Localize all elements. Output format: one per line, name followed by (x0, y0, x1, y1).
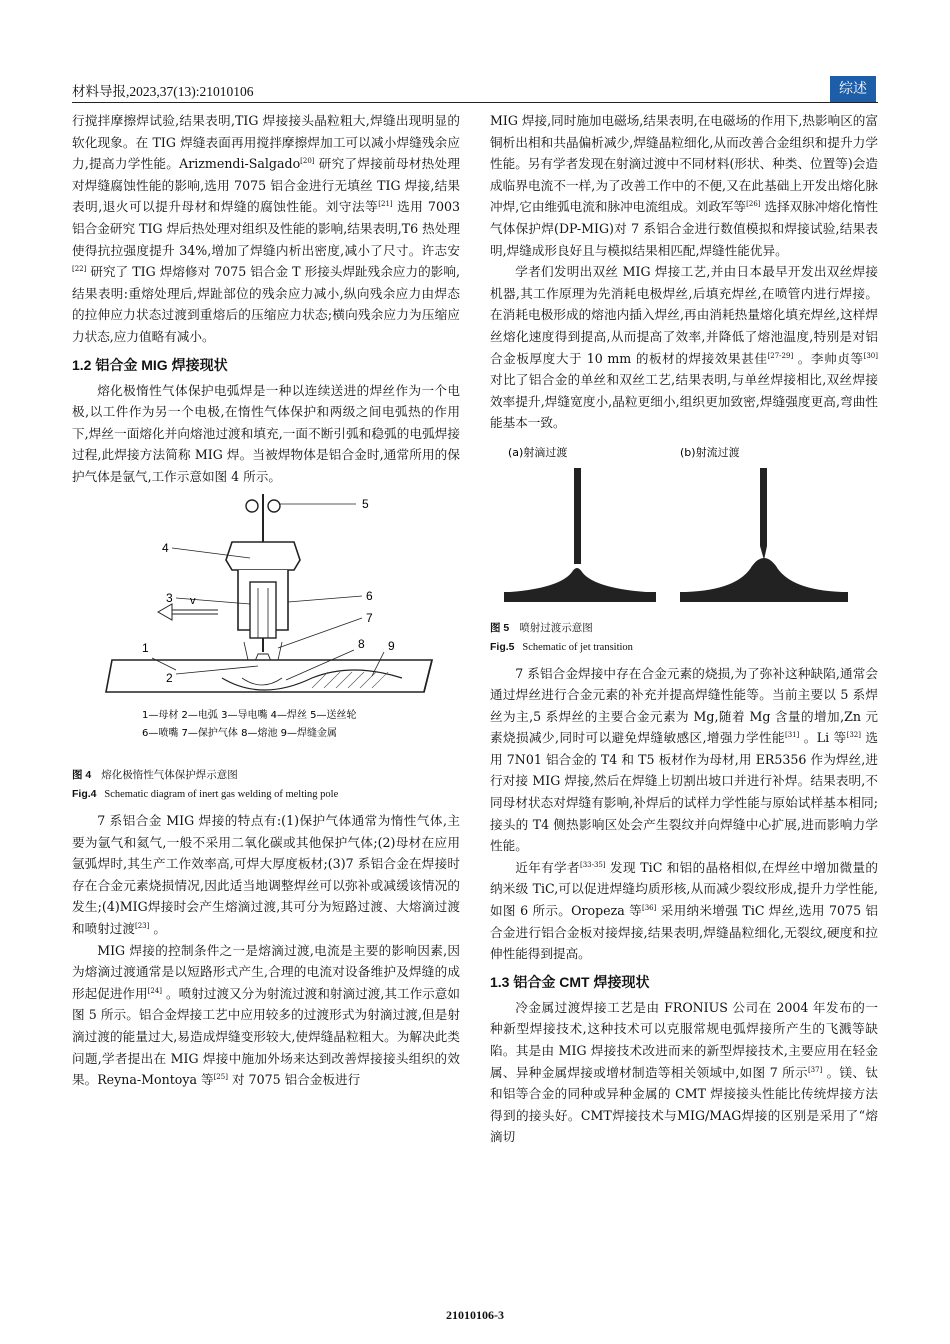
citation[interactable]: [25] (213, 1073, 228, 1082)
jet-transition-diagram (490, 442, 878, 604)
label-1: 1 (142, 640, 149, 655)
paragraph: 7 系铝合金焊接中存在合金元素的烧损,为了弥补这种缺陷,通常会通过焊丝进行合金元素的补充并提高焊缝性能等。当前主要以 5 系焊丝为主,5 系焊丝的主要合金元素为 Mg,随着 Mg 含量的增加,Zn 元素烧损减少,同时可以避免焊缝敏感区,增强力学性能[31] 。Li 等[32] 选用 7N01 铝合金的 T4 和 T5 板材作为母材,用 ER5356 作为焊丝,进行对接 MIG 焊接,然后在焊缝上切割出坡口并进行补焊。结果表明,不同母材状态对焊缝有影响,补焊后的试样力学性能与原始试样基本相同;接头的 T4 侧热影响区处会产生裂纹并向焊缝中心扩展,进而影响力学性能。 (490, 665, 878, 854)
fig5-label-b: (b)射流过渡 (680, 445, 740, 459)
section-heading-1-2: 1.2 铝合金 MIG 焊接现状 (72, 356, 228, 373)
label-3: 3 (166, 590, 173, 605)
label-7: 7 (366, 610, 373, 625)
paragraph: 7 系铝合金 MIG 焊接的特点有:(1)保护气体通常为惰性气体,主要为氩气和氦气,一般不采用二氧化碳或其他保护气体;(2)母材在应用氩弧焊时,其生产工作效率高,可焊大厚度板材;(3)7 系铝合金在焊接时存在合金元素烧损情况,因此适当地调整焊丝可以弥补或减缓该情况的发生;(4)MIG焊接时会产生熔滴过渡,其可分为短路过渡、大熔滴过渡和喷射过渡[23] 。 (72, 813, 460, 937)
label-9: 9 (388, 638, 395, 653)
section-heading-1-3: 1.3 铝合金 CMT 焊接现状 (490, 973, 650, 990)
citation[interactable]: [21] (378, 200, 393, 209)
legend-line-1: 1—母材 2—电弧 3—导电嘴 4—焊丝 5—送丝轮 (142, 709, 357, 721)
citation[interactable]: [23] (134, 921, 150, 930)
citation[interactable]: [31] (784, 731, 800, 740)
legend-line-2: 6—喷嘴 7—保护气体 8—熔池 9—焊缝金属 (142, 727, 337, 739)
header-rule (72, 102, 878, 103)
paragraph: 近年有学者[33-35] 发现 TiC 和铝的晶格相似,在焊丝中增加微量的纳米级 TiC,可以促进焊缝均质形核,从而减少裂纹形成,提升力学性能,如图 6 所示。Oropeza 等[36] 采用纳米增强 TiC 焊丝,选用 7075 铝合金进行铝合金板对接焊接,结果表明,焊缝晶粒细化,无裂纹,硬度和拉伸性能得到提高。 (490, 859, 879, 962)
label-4: 4 (162, 540, 169, 555)
citation[interactable]: [24] (147, 986, 163, 995)
section-badge: 综述 (830, 76, 876, 102)
citation[interactable]: [20] (300, 157, 315, 165)
citation[interactable]: [33-35] (579, 860, 606, 869)
page-number: 21010106-3 (446, 1308, 504, 1322)
citation[interactable]: [26] (746, 200, 761, 209)
label-5: 5 (362, 496, 369, 511)
citation[interactable]: [36] (641, 903, 657, 912)
label-6: 6 (366, 588, 373, 603)
mig-welding-diagram (72, 492, 460, 754)
label-2: 2 (166, 670, 173, 685)
journal-header: 材料导报,2023,37(13):21010106 (72, 84, 254, 99)
fig4-caption-en: Fig.4 Schematic diagram of inert gas welding of melting pole (72, 788, 339, 801)
label-8: 8 (358, 636, 365, 651)
paragraph: 熔化极惰性气体保护电弧焊是一种以连续送进的焊丝作为一个电极,以工件作为另一个电极,在惰性气体保护和两级之间电弧热的作用下,焊丝一面熔化并向熔池过渡和填充,一面不断引弧和稳弧的电弧焊接过程,此焊接方法简称 MIG 焊。当被焊物体是铝合金时,通常所用的保护气体是氩气,工作示意如图 4 所示。 (72, 382, 460, 484)
paragraph: 行搅拌摩擦焊试验,结果表明,TIG 焊接接头晶粒粗大,焊缝出现明显的软化现象。在 TIG 焊缝表面再用搅拌摩擦焊加工可以减小焊缝残余应力,提高力学性能。Arizmendi-Salgado[20] 研究了焊接前母材热处理对焊缝腐蚀性能的影响,选用 7075 铝合金进行无填丝 TIG 焊接,结果表明,退火可以提升母材和焊缝的腐蚀性能。刘守法等[21] 选用 7003 铝合金研究 TIG 焊后热处理对组织及性能的影响,结果表明,T6 热处理使得抗拉强度提升 34%,增加了焊缝内析出密度,减小了尺寸。许志安[22] 研究了 TIG 焊熔修对 7075 铝合金 T 形接头焊趾残余应力的影响,结果表明:重熔处理后,焊趾部位的残余应力减小,纵向残余应力由焊态的拉伸应力状态过渡到重熔后的压缩应力状态;横向残余应力为压缩应力状态,应力值略有减小。 (72, 113, 460, 344)
fig5-label-a: (a)射滴过渡 (508, 445, 568, 459)
fig4-caption-cn: 图 4 熔化极惰性气体保护焊示意图 (72, 769, 238, 782)
citation[interactable]: [32] (846, 731, 861, 740)
right-column (490, 110, 878, 1148)
fig5-caption-en: Fig.5 Schematic of jet transition (490, 640, 633, 653)
paragraph: 冷金属过渡焊接工艺是由 FRONIUS 公司在 2004 年发布的一种新型焊接技术,这种技术可以克服常规电弧焊接所产生的飞溅等缺陷。其是由 MIG 焊接技术改进而来的新型焊接技术,主要应用在轻金属、异种金属焊接或增材制造等相关领域中,如图 7 所示[37] 。镁、钛和铝等合金的同种或异种金属的 CMT 焊接接头性能比传统焊接方法得到的接头好。CMT焊接技术与MIG/MAG焊接的区别是采用了“熔滴切 (490, 999, 878, 1145)
citation[interactable]: [27-29] (767, 351, 794, 360)
fig5-caption-cn: 图 5 喷射过渡示意图 (490, 621, 593, 634)
citation[interactable]: [30] (863, 351, 878, 360)
citation[interactable]: [22] (72, 264, 87, 273)
left-column (72, 110, 460, 1091)
label-v: v (190, 594, 196, 607)
paragraph: 学者们发明出双丝 MIG 焊接工艺,并由日本最早开发出双丝焊接机器,其工作原理为先消耗电极焊丝,后填充焊丝,在喷管内进行焊接。在消耗电极形成的熔池内插入焊丝,再由消耗热量熔化填充焊丝,这样焊丝熔化速度得到提高,从而提高了效率,并降低了熔池温度,特别是对铝合金板厚度大于 10 mm 的板材的焊接效果甚佳[27-29] 。李帅贞等[30] 对比了铝合金的单丝和双丝工艺,结果表明,与单丝焊接相比,双丝焊接效率提升,焊缝宽度小,晶粒更细小,组织更加致密,焊缝强度更高,弯曲性能基本一致。 (490, 264, 878, 431)
citation[interactable]: [37] (807, 1065, 823, 1074)
paragraph: MIG 焊接的控制条件之一是熔滴过渡,电流是主要的影响因素,因为熔滴过渡通常是以短路形式产生,合理的电流对设备维护及焊缝的成形起促进作用[24] 。喷射过渡又分为射流过渡和射滴过渡,其工作示意如图 5 所示。铝合金焊接工艺中应用较多的过渡形式为射滴过渡,但是射滴过渡的能量过大,易造成焊缝变形较大,使焊缝晶粒粗大。为解决此类问题,学者提出在 MIG 焊接中施加外场来达到改善焊接接头组织的效果。Reyna-Montoya 等[25] 对 7075 铝合金板进行 (72, 942, 460, 1088)
paragraph: MIG 焊接,同时施加电磁场,结果表明,在电磁场的作用下,热影响区的富铜析出相和共晶偏析减少,焊缝晶粒细化,从而改善合金组织和提升力学性能。另有学者发现在射滴过渡中不同材料(形状、种类、位置等)会造成临界电流不一样,为了改善工作中的不便,又在此基础上开发出熔化脉冲焊,它由维弧电流和脉冲电流组成。刘政军等[26] 选择双脉冲熔化惰性气体保护焊(DP-MIG)对 7 系铝合金进行数值模拟和焊接试验,结果表明,焊缝成形良好且与模拟结果相匹配,焊缝性能优异。 (490, 113, 878, 258)
